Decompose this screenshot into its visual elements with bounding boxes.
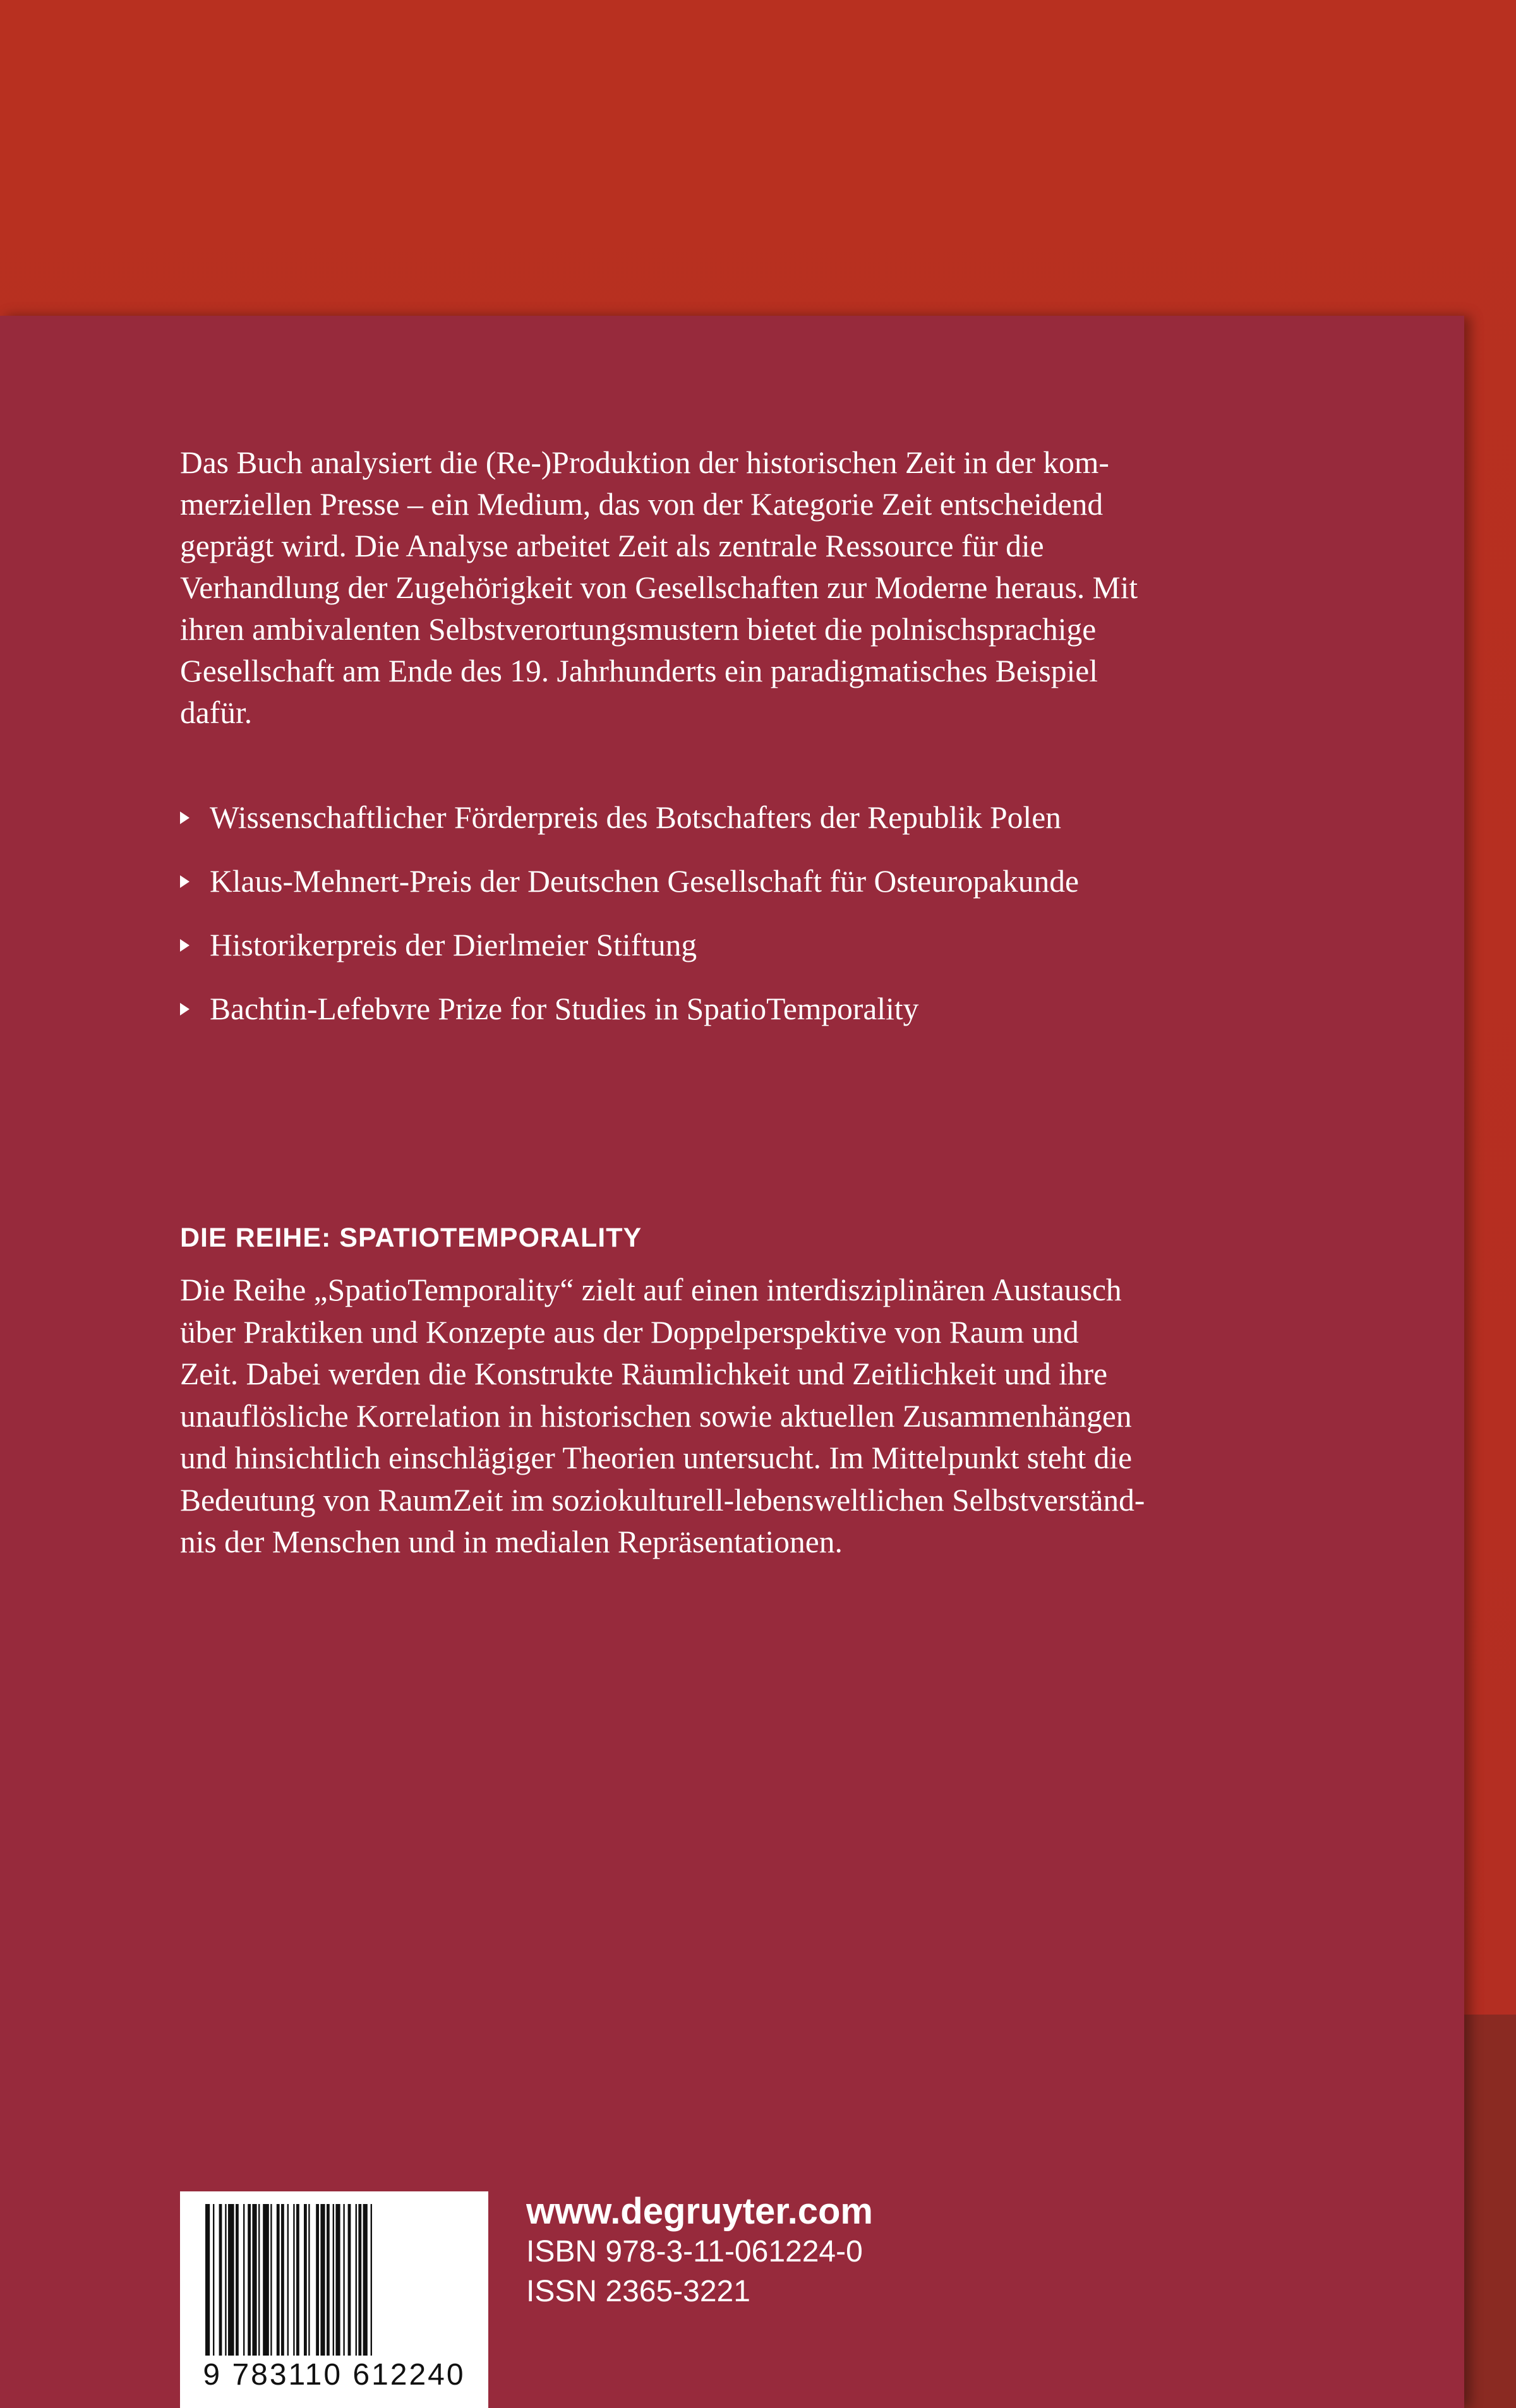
description-line: Gesellschaft am Ende des 19. Jahrhunderts ein paradigmatisches Beispiel: [180, 654, 1098, 688]
barcode-bar: [225, 2204, 226, 2356]
award-item: [180, 797, 1380, 861]
barcode-bar: [308, 2204, 310, 2356]
series-description: [180, 1269, 1342, 1564]
series-line: über Praktiken und Konzepte aus der Doppelperspektive von Raum und: [180, 1314, 1079, 1350]
barcode-bar: [327, 2204, 330, 2356]
triangle-bullet-icon: [180, 812, 190, 824]
description-line: geprägt wird. Die Analyse arbeitet Zeit als zentrale Ressource für die: [180, 529, 1044, 563]
publisher-url[interactable]: www.degruyter.com: [526, 2191, 873, 2232]
series-line: Zeit. Dabei werden die Konstrukte Räumlichkeit und Zeitlichkeit und ihre: [180, 1357, 1108, 1391]
barcode-bar: [316, 2204, 319, 2356]
barcode-bar: [363, 2204, 368, 2356]
award-item: [180, 861, 1380, 925]
barcode-bar: [270, 2204, 272, 2356]
award-item: [180, 925, 1380, 988]
series-heading: DIE REIHE: SPATIOTEMPORALITY: [180, 1223, 642, 1253]
barcode-digits: 9 783110 612240: [203, 2358, 466, 2392]
barcode-bar: [320, 2204, 325, 2356]
barcode-bar: [356, 2204, 357, 2356]
barcode-bar: [243, 2204, 244, 2356]
barcode-icon: [205, 2204, 463, 2356]
series-line: und hinsichtlich einschlägiger Theorien untersucht. Im Mittelpunkt steht die: [180, 1441, 1133, 1475]
barcode-bar: [205, 2204, 210, 2356]
issn-number: ISSN 2365-3221: [526, 2275, 750, 2308]
barcode-bar: [219, 2204, 222, 2356]
book-description: [180, 442, 1342, 734]
isbn-number: ISBN 978-3-11-061224-0: [526, 2235, 863, 2268]
barcode-bar: [293, 2204, 294, 2356]
barcode-bar: [348, 2204, 351, 2356]
barcode-bar: [358, 2204, 361, 2356]
award-label: Bachtin-Lefebvre Prize for Studies in SpatioTemporality: [210, 991, 919, 1026]
series-line: Die Reihe „SpatioTemporality“ zielt auf einen interdisziplinären Austausch: [180, 1273, 1122, 1307]
description-line: Verhandlung der Zugehörigkeit von Gesellschaften zur Moderne heraus. Mit: [180, 570, 1138, 605]
barcode-bar: [236, 2204, 239, 2356]
barcode-bar: [333, 2204, 334, 2356]
publisher-info: [526, 2191, 873, 2311]
series-line: nis der Menschen und in medialen Repräsentationen.: [180, 1524, 843, 1559]
barcode-bar: [287, 2204, 289, 2356]
awards-list: [180, 797, 1380, 1052]
triangle-bullet-icon: [180, 1003, 190, 1015]
barcode-bar: [296, 2204, 299, 2356]
triangle-bullet-icon: [180, 939, 190, 952]
barcode-bar: [335, 2204, 340, 2356]
barcode-bar: [263, 2204, 269, 2356]
description-line: ihren ambivalenten Selbstverortungsmustern bietet die polnischsprachige: [180, 612, 1097, 647]
description-line: merziellen Presse – ein Medium, das von der Kategorie Zeit entscheidend: [180, 487, 1104, 522]
series-line: unauflösliche Korrelation in historischen sowie aktuellen Zusammenhängen: [180, 1398, 1132, 1434]
series-line: Bedeutung von RaumZeit im soziokulturell-lebensweltlichen Selbstverständ-: [180, 1482, 1145, 1518]
award-label: Klaus-Mehnert-Preis der Deutschen Gesellschaft für Osteuropakunde: [210, 864, 1079, 899]
description-line: dafür.: [180, 695, 253, 730]
spine-edge: [1464, 2015, 1516, 2408]
barcode-bar: [371, 2204, 372, 2356]
award-label: Wissenschaftlicher Förderpreis des Botschafters der Republik Polen: [210, 800, 1061, 835]
barcode-bar: [248, 2204, 251, 2356]
barcode-bar: [277, 2204, 280, 2356]
award-item: [180, 988, 1380, 1052]
isbn-barcode: [180, 2191, 488, 2408]
barcode-bar: [343, 2204, 344, 2356]
barcode-bar: [228, 2204, 234, 2356]
barcode-bar: [281, 2204, 284, 2356]
barcode-bar: [304, 2204, 307, 2356]
award-label: Historikerpreis der Dierlmeier Stiftung: [210, 928, 697, 962]
description-line: Das Buch analysiert die (Re-)Produktion der historischen Zeit in der kom-: [180, 445, 1109, 480]
triangle-bullet-icon: [180, 875, 190, 888]
barcode-bar: [258, 2204, 260, 2356]
barcode-bar: [213, 2204, 214, 2356]
barcode-bar: [252, 2204, 256, 2356]
